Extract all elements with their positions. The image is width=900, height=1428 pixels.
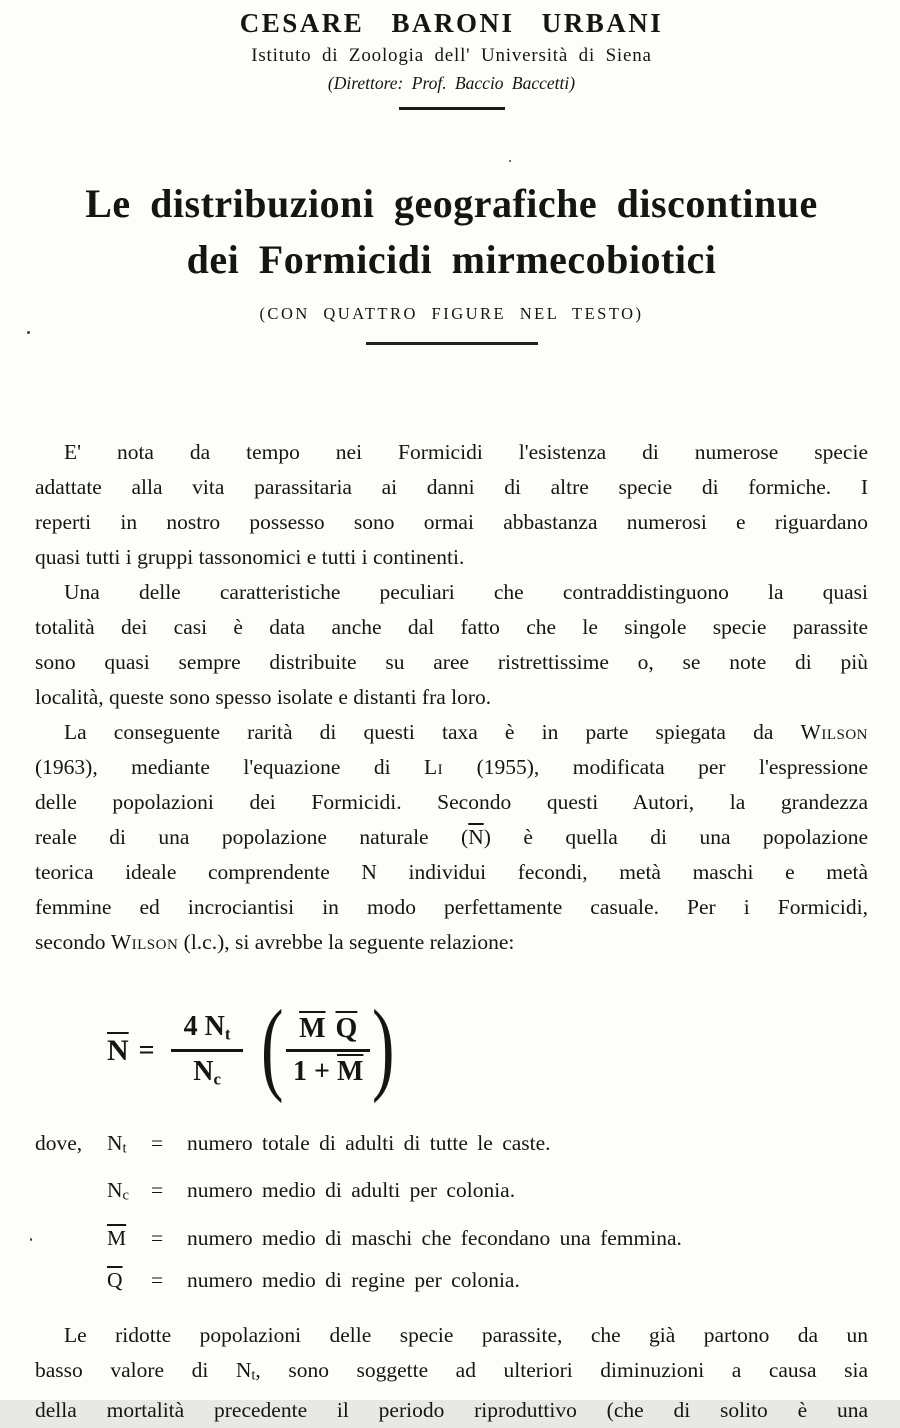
text-segment: Le ridotte popolazioni delle specie parassite, che già partono da un bbox=[64, 1322, 868, 1347]
text-line bbox=[35, 610, 868, 645]
formula-4nt: 4 N bbox=[183, 1011, 225, 1043]
text-segment: La conseguente rarità di questi taxa è in parte spiegata da bbox=[64, 719, 801, 744]
text-segment: della mortalità precedente il periodo riproduttivo (che di solito è una bbox=[35, 1398, 868, 1423]
text-line bbox=[35, 855, 868, 890]
final-paragraph-block bbox=[35, 1318, 868, 1428]
text-segment: t bbox=[251, 1367, 256, 1384]
formula-lhs-nbar: $\overline{N}$ bbox=[107, 1033, 129, 1067]
definition-term-qbar bbox=[107, 1259, 151, 1301]
definition-row-nt bbox=[35, 1122, 868, 1170]
director-line: (Direttore: Prof. Baccio Baccetti) bbox=[327, 73, 576, 93]
text-line bbox=[35, 645, 868, 680]
definition-row-mbar bbox=[35, 1217, 868, 1259]
definition-term-mbar bbox=[107, 1217, 151, 1259]
term-n: N bbox=[107, 1130, 123, 1155]
author-name: CESARE BARONI URBANI bbox=[239, 8, 664, 38]
text-segment: località, queste sono spesso isolate e distanti fra loro. bbox=[35, 684, 492, 709]
text-segment: (1955), modificata per l'espressione bbox=[443, 754, 868, 779]
formula-equals: = bbox=[138, 1034, 155, 1066]
term-qbar: $\overline{Q}$ bbox=[107, 1267, 123, 1292]
definition-desc-qbar: numero medio di regine per colonia. bbox=[187, 1267, 520, 1292]
header-rule bbox=[399, 107, 505, 110]
paragraph-2 bbox=[35, 575, 868, 715]
text-line bbox=[35, 1353, 868, 1394]
paragraph-3 bbox=[35, 715, 868, 960]
formula-fraction-outer bbox=[171, 1012, 244, 1088]
definition-equals: = bbox=[151, 1267, 164, 1292]
paper-title-line1: Le distribuzioni geografiche discontinue bbox=[85, 181, 818, 226]
text-line bbox=[35, 505, 868, 540]
text-segment: $\overline{N}$ bbox=[468, 824, 484, 849]
formula-mbar-den: $\overline{M}$ bbox=[336, 1055, 364, 1087]
text-line bbox=[35, 435, 868, 470]
text-segment: delle popolazioni dei Formicidi. Secondo questi Autori, la grandezza bbox=[35, 789, 868, 814]
text-segment: Li bbox=[424, 754, 444, 779]
text-line bbox=[35, 890, 868, 925]
text-line bbox=[35, 540, 868, 575]
scan-speck bbox=[30, 1238, 32, 1241]
formula-left-paren: ( bbox=[261, 988, 285, 1104]
text-segment: totalità dei casi è data anche dal fatto che le singole specie parassite bbox=[35, 614, 868, 639]
definition-desc-nt: numero totale di adulti di tutte le caste. bbox=[187, 1130, 551, 1155]
text-line bbox=[35, 1318, 868, 1353]
institute-line: Istituto di Zoologia dell' Università di Siena bbox=[251, 45, 652, 66]
formula-nc: N bbox=[193, 1055, 214, 1087]
text-segment: femmine ed incrociantisi in modo perfettamente casuale. Per i Formicidi, bbox=[35, 894, 868, 919]
text-line bbox=[35, 470, 868, 505]
definition-equals: = bbox=[151, 1225, 164, 1250]
text-segment: Wilson bbox=[110, 929, 179, 954]
text-segment: reperti in nostro possesso sono ormai abbastanza numerosi e riguardano bbox=[35, 509, 868, 534]
paragraph-1 bbox=[35, 435, 868, 575]
text-segment: quasi tutti i gruppi tassonomici e tutti i continenti. bbox=[35, 544, 465, 569]
definition-term-nc bbox=[107, 1169, 151, 1217]
term-mbar: $\overline{M}$ bbox=[107, 1225, 127, 1250]
definition-row-nc bbox=[35, 1169, 868, 1217]
formula-outer-numerator bbox=[171, 1012, 244, 1051]
text-segment: Wilson bbox=[800, 719, 868, 744]
text-segment: teorica ideale comprendente N individui fecondi, metà maschi e metà bbox=[35, 859, 868, 884]
text-line bbox=[35, 785, 868, 820]
text-segment: sono quasi sempre distribuite su aree ristrettissime o, se note di più bbox=[35, 649, 868, 674]
paper-subtitle: (CON QUATTRO FIGURE NEL TESTO) bbox=[259, 304, 644, 323]
formula-inner-denominator bbox=[293, 1052, 363, 1088]
text-segment: ) è quella di una popolazione bbox=[483, 824, 869, 849]
text-line bbox=[35, 750, 868, 785]
text-line bbox=[35, 715, 868, 750]
text-segment: , sono soggette ad ulteriori diminuzioni a causa sia bbox=[255, 1357, 868, 1382]
definition-equals: = bbox=[151, 1130, 164, 1155]
definition-desc-nc: numero medio di adulti per colonia. bbox=[187, 1178, 516, 1203]
paragraph-4 bbox=[35, 1318, 868, 1428]
definition-equals: = bbox=[151, 1178, 164, 1203]
text-segment: adattate alla vita parassitaria ai danni di altre specie di formiche. I bbox=[35, 474, 868, 499]
scan-speck bbox=[27, 331, 30, 334]
formula-outer-denominator bbox=[193, 1052, 221, 1089]
term-sub-c: c bbox=[122, 1187, 130, 1204]
body-text bbox=[35, 435, 868, 960]
text-line bbox=[35, 820, 868, 855]
formula-qbar: $\overline{Q}$ bbox=[335, 1012, 358, 1044]
text-segment: (l.c.), si avrebbe la seguente relazione: bbox=[178, 929, 515, 954]
definition-term-nt bbox=[107, 1122, 151, 1170]
text-segment: Una delle caratteristiche peculiari che contraddistinguono la quasi bbox=[64, 579, 868, 604]
text-segment: basso valore di N bbox=[35, 1357, 252, 1382]
formula-fraction-inner bbox=[286, 1014, 370, 1088]
population-formula bbox=[107, 988, 868, 1108]
formula-right-paren: ) bbox=[372, 988, 395, 1104]
formula-sub-c: c bbox=[213, 1069, 221, 1089]
term-sub-t: t bbox=[122, 1140, 127, 1157]
text-line bbox=[35, 1393, 868, 1428]
scan-speck bbox=[509, 160, 511, 162]
formula-mbar: $\overline{M}$ bbox=[299, 1012, 326, 1044]
paper-title bbox=[35, 176, 868, 288]
text-segment: E' nota da tempo nei Formicidi l'esistenza di numerose specie bbox=[64, 439, 868, 464]
text-line bbox=[35, 575, 868, 610]
text-segment: reale di una popolazione naturale ( bbox=[35, 824, 469, 849]
text-line bbox=[35, 680, 868, 715]
formula-sub-t: t bbox=[224, 1025, 231, 1045]
title-rule bbox=[366, 342, 538, 345]
paper-title-line2: dei Formicidi mirmecobiotici bbox=[186, 237, 717, 282]
text-line bbox=[35, 925, 868, 960]
formula-inner-numerator bbox=[286, 1014, 370, 1052]
definition-desc-mbar: numero medio di maschi che fecondano una femmina. bbox=[187, 1225, 682, 1250]
term-n: N bbox=[107, 1178, 123, 1203]
text-segment: secondo bbox=[35, 929, 111, 954]
formula-one-plus: 1 + bbox=[293, 1055, 337, 1087]
definition-row-qbar bbox=[35, 1259, 868, 1301]
symbol-definitions bbox=[35, 1122, 868, 1301]
text-segment: (1963), mediante l'equazione di bbox=[35, 754, 425, 779]
definition-prefix: dove, bbox=[35, 1130, 83, 1155]
